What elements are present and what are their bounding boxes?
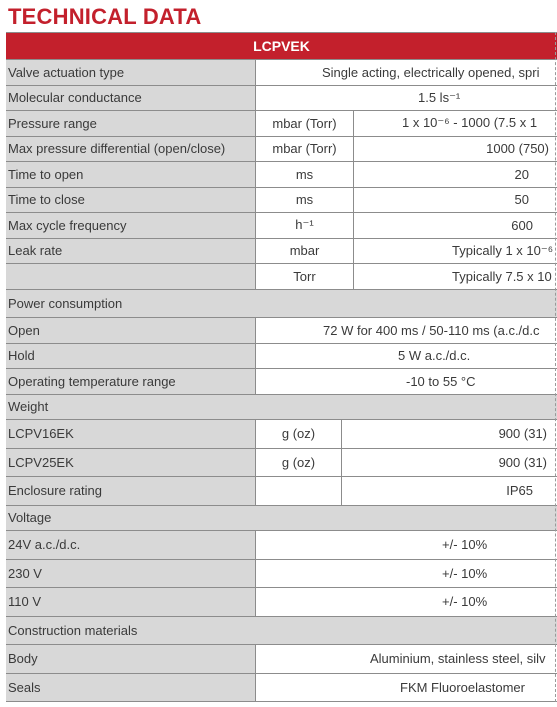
section-fill [256, 617, 557, 645]
row-value: 600 [511, 217, 533, 233]
technical-data-table [6, 32, 557, 702]
table-row [6, 137, 557, 163]
row-value: +/- 10% [256, 560, 557, 588]
table-row [6, 86, 557, 112]
section-fill [256, 506, 557, 531]
table-header: LCPVEK [6, 33, 557, 60]
table-row [6, 239, 557, 265]
row-value: 1000 (750) [486, 141, 549, 157]
section-row [6, 290, 557, 319]
row-label: Operating temperature range [6, 369, 256, 394]
row-value: Single acting, electrically opened, spri [256, 60, 557, 85]
row-value: 20 [514, 166, 529, 182]
row-value: +/- 10% [256, 531, 557, 559]
table-row [6, 674, 557, 703]
section-row [6, 506, 557, 532]
row-label: Pressure range [6, 111, 256, 136]
table-row [6, 188, 557, 214]
row-label: Hold [6, 344, 256, 369]
row-label: Open [6, 318, 256, 343]
table-row [6, 264, 557, 290]
row-label: Time to close [6, 188, 256, 213]
row-value: -10 to 55 °C [256, 369, 557, 394]
section-row [6, 617, 557, 646]
table-row [6, 344, 557, 370]
row-unit: mbar (Torr) [256, 111, 354, 136]
row-value: 72 W for 400 ms / 50-110 ms (a.c./d.c [256, 318, 557, 343]
row-unit: mbar [256, 239, 354, 264]
row-unit: Torr [256, 264, 354, 289]
row-value: FKM Fluoroelastomer [256, 674, 557, 702]
table-row [6, 369, 557, 395]
row-value: +/- 10% [256, 588, 557, 616]
row-unit: g (oz) [256, 449, 342, 477]
row-value: 1 x 10⁻⁶ - 1000 (7.5 x 1 [402, 115, 538, 131]
table-row [6, 318, 557, 344]
row-value: 5 W a.c./d.c. [256, 344, 557, 369]
row-unit: g (oz) [256, 420, 342, 448]
row-label: Leak rate [6, 239, 256, 264]
row-unit: ms [256, 188, 354, 213]
table-row [6, 162, 557, 188]
section-row [6, 395, 557, 421]
section-label: Construction materials [6, 617, 256, 645]
section-label: Voltage [6, 506, 256, 531]
row-unit: ms [256, 162, 354, 187]
row-label: Max pressure differential (open/close) [6, 137, 256, 162]
table-row [6, 449, 557, 478]
section-fill [256, 395, 557, 420]
row-value: 900 (31) [498, 454, 547, 470]
row-label: Enclosure rating [6, 477, 256, 505]
table-row [6, 531, 557, 560]
table-row [6, 420, 557, 449]
section-label: Power consumption [6, 290, 256, 318]
row-value: 50 [514, 192, 529, 208]
row-label: 24V a.c./d.c. [6, 531, 256, 559]
row-value: Typically 1 x 10⁻⁶ [452, 242, 554, 258]
row-value: 1.5 ls⁻¹ [256, 86, 557, 111]
row-unit: h⁻¹ [256, 213, 354, 238]
row-label: LCPV25EK [6, 449, 256, 477]
row-value: Aluminium, stainless steel, silv [256, 645, 557, 673]
table-row [6, 560, 557, 589]
row-label [6, 264, 256, 289]
table-row [6, 213, 557, 239]
row-label: Seals [6, 674, 256, 702]
page-edge-divider [555, 32, 556, 702]
row-label: Time to open [6, 162, 256, 187]
table-row [6, 60, 557, 86]
row-label: LCPV16EK [6, 420, 256, 448]
page-title: TECHNICAL DATA [8, 4, 202, 29]
row-value: IP65 [506, 483, 533, 499]
table-row [6, 111, 557, 137]
row-label: Valve actuation type [6, 60, 256, 85]
section-fill [256, 290, 557, 318]
section-label: Weight [6, 395, 256, 420]
row-label: Max cycle frequency [6, 213, 256, 238]
row-label: Body [6, 645, 256, 673]
table-row [6, 588, 557, 617]
row-label: 230 V [6, 560, 256, 588]
row-label: Molecular conductance [6, 86, 256, 111]
row-unit [256, 477, 342, 505]
row-value: Typically 7.5 x 10 [452, 268, 552, 284]
row-unit: mbar (Torr) [256, 137, 354, 162]
table-row [6, 477, 557, 506]
table-row [6, 645, 557, 674]
row-label: 110 V [6, 588, 256, 616]
row-value: 900 (31) [498, 426, 547, 442]
